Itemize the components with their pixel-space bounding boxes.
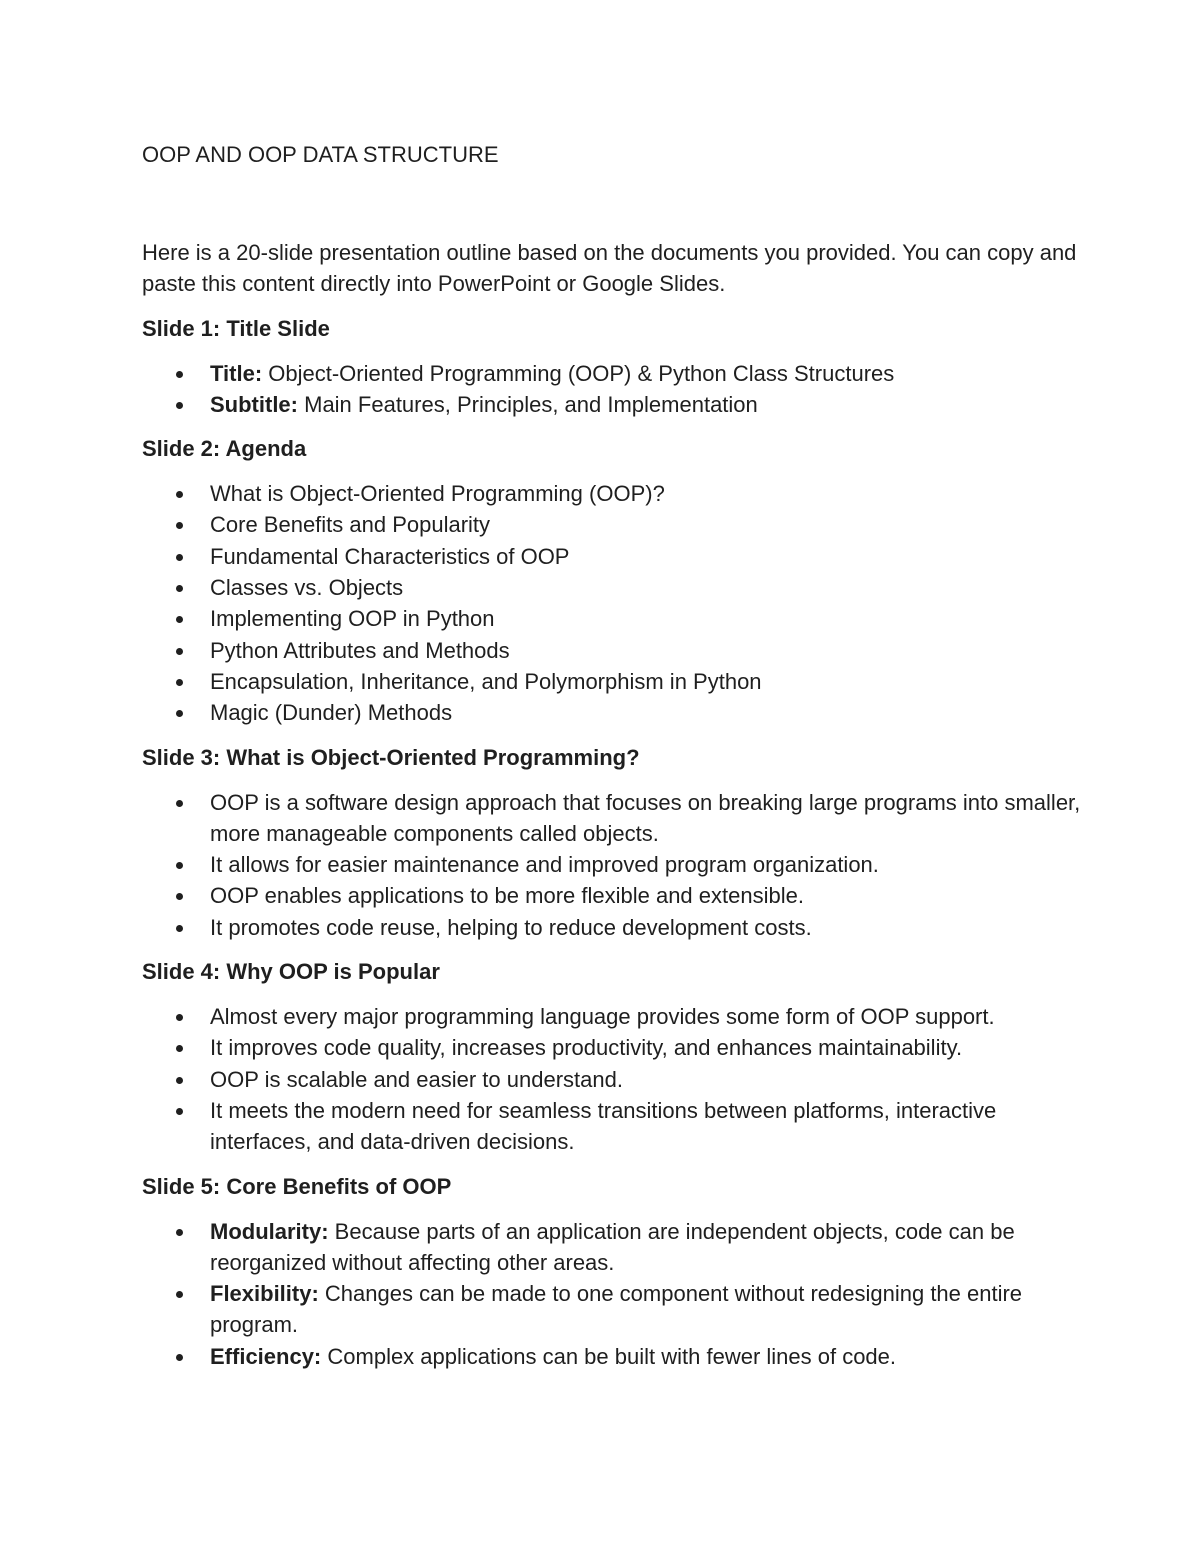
slide-heading: Slide 5: Core Benefits of OOP [142, 1173, 452, 1199]
bullet-text: Encapsulation, Inheritance, and Polymorphism in Python [210, 668, 762, 694]
bullet-item [142, 1064, 1082, 1095]
bullet-text: Classes vs. Objects [210, 575, 404, 601]
bullet-item [142, 849, 1082, 880]
bullet-text: It improves code quality, increases productivity, and enhances maintainability. [210, 1035, 963, 1061]
bullet-item [142, 603, 1082, 634]
bullet-item [142, 1032, 1082, 1063]
bullet-lead: Title: [210, 360, 263, 386]
bullet-lead: Flexibility: [210, 1281, 319, 1307]
bullet-item [142, 1341, 1082, 1372]
bullet-text: Complex applications can be built with fewer lines of code. [321, 1343, 897, 1369]
bullet-item [142, 787, 1082, 850]
bullet-lead: Efficiency: [210, 1343, 322, 1369]
bullet-list [142, 478, 1082, 728]
slide-heading: Slide 1: Title Slide [142, 315, 330, 341]
bullet-text: Implementing OOP in Python [210, 606, 495, 632]
slide-outline [142, 313, 1082, 1372]
bullet-text: It allows for easier maintenance and improved program organization. [210, 852, 879, 878]
bullet-item [142, 1278, 1082, 1341]
slide-section-1 [142, 313, 1082, 421]
slide-section-3 [142, 742, 1082, 943]
bullet-text: Changes can be made to one component without redesigning the entire program. [210, 1281, 1023, 1338]
bullet-item [142, 478, 1082, 509]
bullet-text: Main Features, Principles, and Implementation [298, 391, 758, 417]
bullet-text: Object-Oriented Programming (OOP) & Python Class Structures [262, 360, 895, 386]
bullet-text: OOP enables applications to be more flexible and extensible. [210, 883, 804, 909]
bullet-text: Core Benefits and Popularity [210, 512, 491, 538]
bullet-text: It meets the modern need for seamless transitions between platforms, interactive interfaces, and data-driven decisions. [210, 1097, 997, 1155]
slide-section-2 [142, 433, 1082, 728]
slide-heading: Slide 2: Agenda [142, 436, 307, 462]
slide-heading: Slide 4: Why OOP is Popular [142, 959, 440, 985]
bullet-item [142, 1216, 1082, 1279]
bullet-item [142, 572, 1082, 603]
bullet-item [142, 509, 1082, 540]
intro-paragraph: Here is a 20-slide presentation outline based on the documents you provided. You can copy and paste this content directly into PowerPoint or Google Slides. [142, 240, 1077, 297]
bullet-list [142, 358, 1082, 421]
bullet-text: Magic (Dunder) Methods [210, 700, 453, 726]
slide-section-5 [142, 1171, 1082, 1372]
bullet-item [142, 1001, 1082, 1032]
bullet-list [142, 1216, 1082, 1372]
bullet-item [142, 389, 1082, 420]
bullet-item [142, 912, 1082, 943]
bullet-list [142, 1001, 1082, 1157]
bullet-item [142, 541, 1082, 572]
bullet-text: Almost every major programming language provides some form of OOP support. [210, 1004, 995, 1030]
bullet-text: What is Object-Oriented Programming (OOP)? [210, 481, 665, 507]
document-title: OOP AND OOP DATA STRUCTURE [142, 142, 499, 167]
bullet-text: OOP is scalable and easier to understand. [210, 1066, 623, 1092]
bullet-item [142, 697, 1082, 728]
bullet-lead: Subtitle: [210, 391, 298, 417]
slide-section-4 [142, 956, 1082, 1157]
bullet-text: It promotes code reuse, helping to reduce development costs. [210, 914, 812, 940]
bullet-text: Because parts of an application are independent objects, code can be reorganized without affecting other areas. [210, 1218, 1015, 1275]
bullet-item [142, 666, 1082, 697]
bullet-list [142, 787, 1082, 943]
bullet-text: OOP is a software design approach that focuses on breaking large programs into smaller, more manageable components called objects. [210, 789, 1081, 846]
bullet-text: Python Attributes and Methods [210, 637, 510, 663]
bullet-text: Fundamental Characteristics of OOP [210, 543, 570, 569]
bullet-item [142, 880, 1082, 911]
bullet-item [142, 1095, 1082, 1158]
bullet-item [142, 358, 1082, 389]
document-body [142, 139, 1082, 1372]
bullet-item [142, 635, 1082, 666]
slide-heading: Slide 3: What is Object-Oriented Programming? [142, 744, 640, 770]
bullet-lead: Modularity: [210, 1218, 329, 1244]
